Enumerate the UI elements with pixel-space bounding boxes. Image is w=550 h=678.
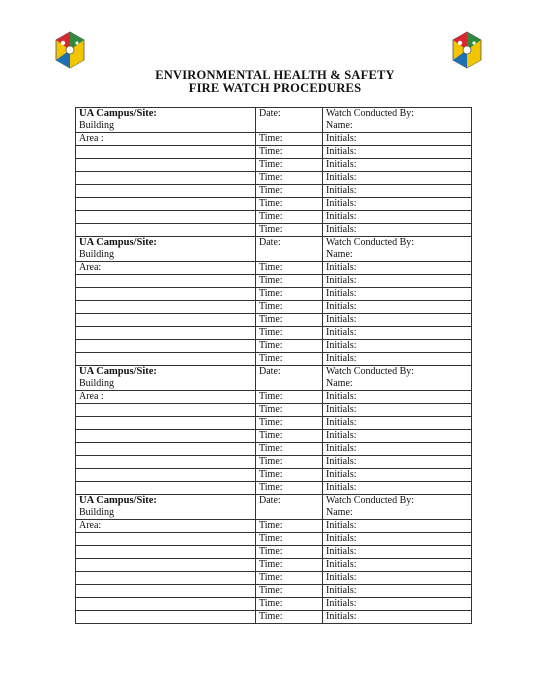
area-field[interactable]	[76, 546, 256, 559]
document-subtitle: FIRE WATCH PROCEDURES	[188, 81, 362, 95]
time-log-row	[76, 585, 472, 598]
time-label: Time:	[256, 327, 323, 340]
campus-row	[76, 237, 472, 250]
time-label: Time:	[256, 340, 323, 353]
initials-label: Initials:	[323, 391, 472, 404]
time-label: Time:	[256, 404, 323, 417]
initials-label: Initials:	[323, 611, 472, 624]
date-field[interactable]	[256, 249, 323, 262]
date-field[interactable]	[256, 507, 323, 520]
area-field[interactable]	[76, 327, 256, 340]
time-label: Time:	[256, 443, 323, 456]
area-field[interactable]	[76, 572, 256, 585]
time-log-row	[76, 546, 472, 559]
area-field[interactable]	[76, 314, 256, 327]
area-field[interactable]	[76, 404, 256, 417]
time-label: Time:	[256, 301, 323, 314]
watch-conducted-by-label: Watch Conducted By:	[323, 366, 472, 379]
time-log-row	[76, 417, 472, 430]
time-label: Time:	[256, 585, 323, 598]
time-label: Time:	[256, 469, 323, 482]
initials-label: Initials:	[323, 443, 472, 456]
initials-label: Initials:	[323, 172, 472, 185]
time-log-row	[76, 404, 472, 417]
time-log-row	[76, 572, 472, 585]
building-label: Building	[76, 378, 256, 391]
initials-label: Initials:	[323, 469, 472, 482]
name-label: Name:	[323, 120, 472, 133]
area-field[interactable]	[76, 482, 256, 495]
area-field[interactable]	[76, 533, 256, 546]
time-label: Time:	[256, 288, 323, 301]
initials-label: Initials:	[323, 146, 472, 159]
campus-row	[76, 495, 472, 508]
time-label: Time:	[256, 572, 323, 585]
area-field[interactable]	[76, 585, 256, 598]
time-label: Time:	[256, 275, 323, 288]
time-log-row	[76, 469, 472, 482]
time-label: Time:	[256, 598, 323, 611]
initials-label: Initials:	[323, 404, 472, 417]
initials-label: Initials:	[323, 340, 472, 353]
area-field[interactable]	[76, 159, 256, 172]
initials-label: Initials:	[323, 211, 472, 224]
time-log-row	[76, 211, 472, 224]
time-label: Time:	[256, 391, 323, 404]
area-label: Area:	[76, 520, 256, 533]
campus-site-label: UA Campus/Site:	[76, 237, 256, 250]
campus-site-label: UA Campus/Site:	[76, 108, 256, 121]
time-log-row	[76, 224, 472, 237]
document-title: ENVIRONMENTAL HEALTH & SAFETY	[155, 68, 395, 82]
area-field[interactable]	[76, 340, 256, 353]
time-log-row	[76, 430, 472, 443]
fire-watch-log-table	[75, 107, 472, 624]
ehs-logo-right	[447, 30, 487, 70]
building-row	[76, 507, 472, 520]
time-label: Time:	[256, 172, 323, 185]
time-log-row	[76, 185, 472, 198]
area-field[interactable]	[76, 598, 256, 611]
time-label: Time:	[256, 211, 323, 224]
name-label: Name:	[323, 378, 472, 391]
area-label: Area :	[76, 133, 256, 146]
building-row	[76, 120, 472, 133]
area-field[interactable]	[76, 456, 256, 469]
initials-label: Initials:	[323, 198, 472, 211]
time-log-row	[76, 443, 472, 456]
time-log-row	[76, 598, 472, 611]
initials-label: Initials:	[323, 327, 472, 340]
campus-site-label: UA Campus/Site:	[76, 366, 256, 379]
time-log-row	[76, 198, 472, 211]
time-label: Time:	[256, 611, 323, 624]
time-label: Time:	[256, 417, 323, 430]
campus-row	[76, 108, 472, 121]
time-log-row	[76, 262, 472, 275]
time-log-row	[76, 172, 472, 185]
initials-label: Initials:	[323, 430, 472, 443]
area-field[interactable]	[76, 211, 256, 224]
building-label: Building	[76, 507, 256, 520]
area-field[interactable]	[76, 559, 256, 572]
time-log-row	[76, 559, 472, 572]
building-row	[76, 249, 472, 262]
name-label: Name:	[323, 249, 472, 262]
area-field[interactable]	[76, 224, 256, 237]
time-log-row	[76, 301, 472, 314]
time-label: Time:	[256, 146, 323, 159]
time-log-row	[76, 275, 472, 288]
initials-label: Initials:	[323, 585, 472, 598]
time-label: Time:	[256, 546, 323, 559]
time-log-row	[76, 482, 472, 495]
time-label: Time:	[256, 262, 323, 275]
initials-label: Initials:	[323, 159, 472, 172]
time-label: Time:	[256, 314, 323, 327]
initials-label: Initials:	[323, 456, 472, 469]
initials-label: Initials:	[323, 314, 472, 327]
date-field[interactable]	[256, 378, 323, 391]
area-field[interactable]	[76, 443, 256, 456]
name-label: Name:	[323, 507, 472, 520]
time-log-row	[76, 288, 472, 301]
initials-label: Initials:	[323, 275, 472, 288]
initials-label: Initials:	[323, 559, 472, 572]
time-log-row	[76, 391, 472, 404]
time-label: Time:	[256, 482, 323, 495]
building-label: Building	[76, 249, 256, 262]
area-field[interactable]	[76, 146, 256, 159]
area-field[interactable]	[76, 275, 256, 288]
initials-label: Initials:	[323, 520, 472, 533]
area-label: Area :	[76, 391, 256, 404]
initials-label: Initials:	[323, 598, 472, 611]
initials-label: Initials:	[323, 572, 472, 585]
watch-conducted-by-label: Watch Conducted By:	[323, 108, 472, 121]
time-log-row	[76, 533, 472, 546]
area-field[interactable]	[76, 198, 256, 211]
initials-label: Initials:	[323, 301, 472, 314]
time-label: Time:	[256, 224, 323, 237]
campus-site-label: UA Campus/Site:	[76, 495, 256, 508]
time-label: Time:	[256, 559, 323, 572]
campus-row	[76, 366, 472, 379]
time-label: Time:	[256, 430, 323, 443]
time-log-row	[76, 159, 472, 172]
building-row	[76, 378, 472, 391]
time-log-row	[76, 314, 472, 327]
initials-label: Initials:	[323, 133, 472, 146]
date-field[interactable]	[256, 120, 323, 133]
area-field[interactable]	[76, 288, 256, 301]
time-log-row	[76, 133, 472, 146]
time-log-row	[76, 456, 472, 469]
area-field[interactable]	[76, 430, 256, 443]
time-label: Time:	[256, 185, 323, 198]
time-log-row	[76, 340, 472, 353]
area-field[interactable]	[76, 353, 256, 366]
time-label: Time:	[256, 159, 323, 172]
building-label: Building	[76, 120, 256, 133]
initials-label: Initials:	[323, 533, 472, 546]
time-log-row	[76, 520, 472, 533]
area-field[interactable]	[76, 611, 256, 624]
ehs-logo-left	[50, 30, 90, 70]
time-label: Time:	[256, 198, 323, 211]
time-label: Time:	[256, 133, 323, 146]
area-field[interactable]	[76, 172, 256, 185]
date-label: Date:	[256, 366, 323, 379]
area-field[interactable]	[76, 301, 256, 314]
time-label: Time:	[256, 456, 323, 469]
date-label: Date:	[256, 495, 323, 508]
time-log-row	[76, 327, 472, 340]
watch-conducted-by-label: Watch Conducted By:	[323, 237, 472, 250]
initials-label: Initials:	[323, 288, 472, 301]
date-label: Date:	[256, 237, 323, 250]
initials-label: Initials:	[323, 546, 472, 559]
area-field[interactable]	[76, 185, 256, 198]
initials-label: Initials:	[323, 417, 472, 430]
time-label: Time:	[256, 533, 323, 546]
time-log-row	[76, 146, 472, 159]
area-field[interactable]	[76, 417, 256, 430]
watch-conducted-by-label: Watch Conducted By:	[323, 495, 472, 508]
initials-label: Initials:	[323, 185, 472, 198]
date-label: Date:	[256, 108, 323, 121]
time-log-row	[76, 353, 472, 366]
time-log-row	[76, 611, 472, 624]
initials-label: Initials:	[323, 224, 472, 237]
area-field[interactable]	[76, 469, 256, 482]
time-label: Time:	[256, 520, 323, 533]
time-label: Time:	[256, 353, 323, 366]
initials-label: Initials:	[323, 482, 472, 495]
initials-label: Initials:	[323, 353, 472, 366]
initials-label: Initials:	[323, 262, 472, 275]
area-label: Area:	[76, 262, 256, 275]
